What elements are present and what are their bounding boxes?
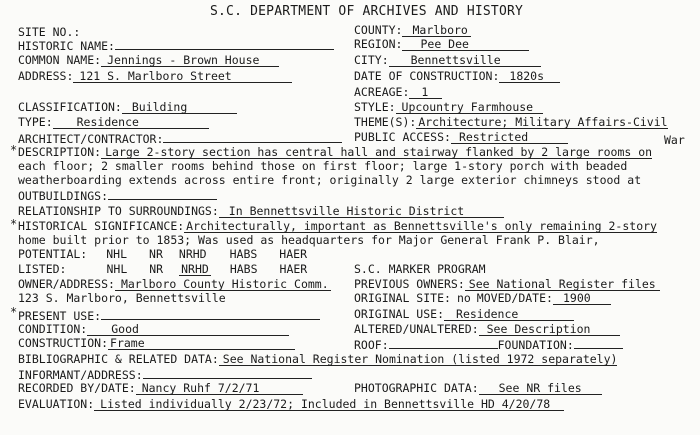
city-field xyxy=(354,54,541,67)
description-line-2: each floor; 2 smaller rooms behind those on first floor; large 1-story porch with beaded xyxy=(18,159,628,173)
register-haer: HAER xyxy=(279,247,307,261)
marker-program-label: S.C. MARKER PROGRAM xyxy=(354,262,486,276)
themes-field xyxy=(354,116,668,129)
previous-owners-value: See National Register files xyxy=(465,278,660,291)
altered-value: See Description xyxy=(479,323,621,336)
previous-owners-field xyxy=(354,278,660,291)
present-use-field xyxy=(18,308,320,323)
owner-value: Marlboro County Historic Comm. xyxy=(115,278,331,291)
construction-value: Frame xyxy=(108,337,295,350)
potential-row xyxy=(18,248,307,261)
construction-field xyxy=(18,337,295,350)
informant-field xyxy=(18,367,312,382)
acreage-value: 1 xyxy=(409,86,442,99)
present-use-label: PRESENT USE: xyxy=(18,309,102,323)
bibliographic-field xyxy=(18,353,617,366)
address-label: ADDRESS: xyxy=(18,69,74,83)
evaluation-value: Listed individually 2/23/72; Included in Bennettsville HD 4/20/78 xyxy=(94,398,564,411)
architect-label: ARCHITECT/CONTRACTOR: xyxy=(18,132,164,146)
public-access-label: PUBLIC ACCESS: xyxy=(354,130,451,144)
foundation-line xyxy=(574,337,623,349)
acreage-label: ACREAGE: xyxy=(354,85,410,99)
address-field xyxy=(18,70,292,83)
register-nr: NR xyxy=(149,247,163,261)
original-site-field xyxy=(354,292,611,305)
significance-label: HISTORICAL SIGNIFICANCE: xyxy=(18,219,185,233)
asterisk-mark: * xyxy=(10,217,18,231)
condition-field xyxy=(18,323,289,336)
historic-name-label: HISTORIC NAME: xyxy=(18,39,115,53)
city-label: CITY: xyxy=(354,53,389,67)
register-habs: HABS xyxy=(229,247,258,261)
relationship-label: RELATIONSHIP TO SURROUNDINGS: xyxy=(18,204,219,218)
public-access-value: Restricted xyxy=(451,131,568,144)
address-value: 121 S. Marlboro Street xyxy=(73,70,291,83)
roof-line xyxy=(389,337,498,349)
style-field xyxy=(354,101,543,114)
register-haer: HAER xyxy=(279,262,308,276)
register-nhl: NHL xyxy=(106,247,128,261)
date-value: 1820s xyxy=(499,70,560,83)
original-site-value: no xyxy=(456,291,471,305)
listed-label: LISTED: xyxy=(18,262,67,276)
themes-continued: War xyxy=(664,133,685,147)
region-value: Pee Dee xyxy=(402,38,528,51)
owner-field xyxy=(18,278,331,291)
bibliographic-value: See National Register Nomination (listed 1972 separately) xyxy=(219,353,618,366)
altered-label: ALTERED/UNALTERED: xyxy=(354,322,479,336)
evaluation-field xyxy=(18,398,564,411)
public-access-field xyxy=(354,131,568,144)
site-no-label: SITE NO.: xyxy=(18,25,81,39)
type-value: Residence xyxy=(53,116,209,129)
region-field xyxy=(354,38,529,51)
common-name-value: Jennings - Brown House xyxy=(101,54,279,67)
register-nr: NR xyxy=(149,262,164,276)
recorded-by-field xyxy=(18,382,303,395)
county-value: Marlboro xyxy=(402,24,470,37)
asterisk-mark: * xyxy=(10,143,18,157)
significance-line-2: home built prior to 1853; Was used as headquarters for Major General Frank P. Blair, xyxy=(18,233,600,247)
construction-label: CONSTRUCTION: xyxy=(18,336,109,350)
recorded-by-label: RECORDED BY/DATE: xyxy=(18,381,136,395)
condition-label: CONDITION: xyxy=(18,322,88,336)
condition-value: Good xyxy=(87,323,289,336)
common-name-field xyxy=(18,54,279,67)
date-label: DATE OF CONSTRUCTION: xyxy=(354,69,500,83)
themes-label: THEME(S): xyxy=(354,115,417,129)
county-label: COUNTY: xyxy=(354,23,403,37)
outbuildings-field xyxy=(18,188,217,203)
register-nhl: NHL xyxy=(106,262,128,276)
historic-name-field xyxy=(18,38,334,53)
classification-value: Building xyxy=(122,101,237,114)
moved-date-label: MOVED/DATE: xyxy=(476,291,553,305)
original-use-value: Residence xyxy=(444,308,574,321)
informant-line xyxy=(143,367,312,379)
region-label: REGION: xyxy=(354,37,403,51)
style-label: STYLE: xyxy=(354,100,396,114)
original-site-label: ORIGINAL SITE: xyxy=(354,291,451,305)
evaluation-label: EVALUATION: xyxy=(18,397,95,411)
foundation-label: FOUNDATION: xyxy=(497,338,574,352)
roof-label: ROOF: xyxy=(354,338,389,352)
common-name-label: COMMON NAME: xyxy=(18,53,102,67)
outbuildings-label: OUTBUILDINGS: xyxy=(18,189,109,203)
informant-label: INFORMANT/ADDRESS: xyxy=(18,368,143,382)
photographic-field xyxy=(354,382,602,395)
original-use-label: ORIGINAL USE: xyxy=(354,307,445,321)
description-line-1: Large 2-story section has central hall and stairway flanked by 2 large rooms on xyxy=(101,146,652,159)
photographic-label: PHOTOGRAPHIC DATA: xyxy=(354,381,479,395)
description-line-3: weatherboarding extends across entire front; originally 2 large exterior chimneys stood at xyxy=(18,173,642,187)
themes-value: Architecture; Military Affairs-Civil xyxy=(418,115,668,129)
significance-line-1: Architecturally, important as Bennettsville's only remaining 2-story xyxy=(186,219,657,233)
type-label: TYPE: xyxy=(18,115,53,129)
listed-row xyxy=(18,263,307,276)
recorded-by-value: Nancy Ruhf 7/2/71 xyxy=(136,382,304,395)
register-nrhd: NRHD xyxy=(178,247,207,261)
register-nrhd-circled: NRHD xyxy=(181,262,209,276)
roof-field xyxy=(354,337,623,352)
relationship-field xyxy=(18,205,504,218)
type-field xyxy=(18,116,209,129)
architect-field xyxy=(18,131,342,146)
description-field xyxy=(18,146,652,159)
relationship-value: In Bennettsville Historic District xyxy=(219,205,504,218)
style-value: Upcountry Farmhouse xyxy=(396,101,544,114)
classification-field xyxy=(18,101,237,114)
description-label: DESCRIPTION: xyxy=(18,145,102,159)
page-title: S.C. DEPARTMENT OF ARCHIVES AND HISTORY xyxy=(210,4,524,19)
county-field xyxy=(354,24,471,37)
moved-date-value: 1900 xyxy=(553,292,611,305)
previous-owners-label: PREVIOUS OWNERS: xyxy=(354,277,465,291)
photographic-value: See NR files xyxy=(479,382,602,395)
owner-label: OWNER/ADDRESS: xyxy=(18,277,115,291)
outbuildings-line xyxy=(108,188,217,200)
present-use-line xyxy=(101,308,320,320)
historic-name-line xyxy=(115,38,334,50)
architect-line xyxy=(163,131,342,143)
register-haer: HABS xyxy=(229,262,258,276)
bibliographic-label: BIBLIOGRAPHIC & RELATED DATA: xyxy=(18,352,219,366)
classification-label: CLASSIFICATION: xyxy=(18,100,122,114)
potential-label: POTENTIAL: xyxy=(18,247,88,261)
owner-address-line-2: 123 S. Marlboro, Bennettsville xyxy=(18,291,226,305)
altered-field xyxy=(354,323,620,336)
asterisk-mark: * xyxy=(10,305,18,319)
original-use-field xyxy=(354,308,574,321)
significance-field xyxy=(18,220,657,233)
acreage-field xyxy=(354,86,442,99)
city-value: Bennettsville xyxy=(389,54,541,67)
date-field xyxy=(354,70,560,83)
